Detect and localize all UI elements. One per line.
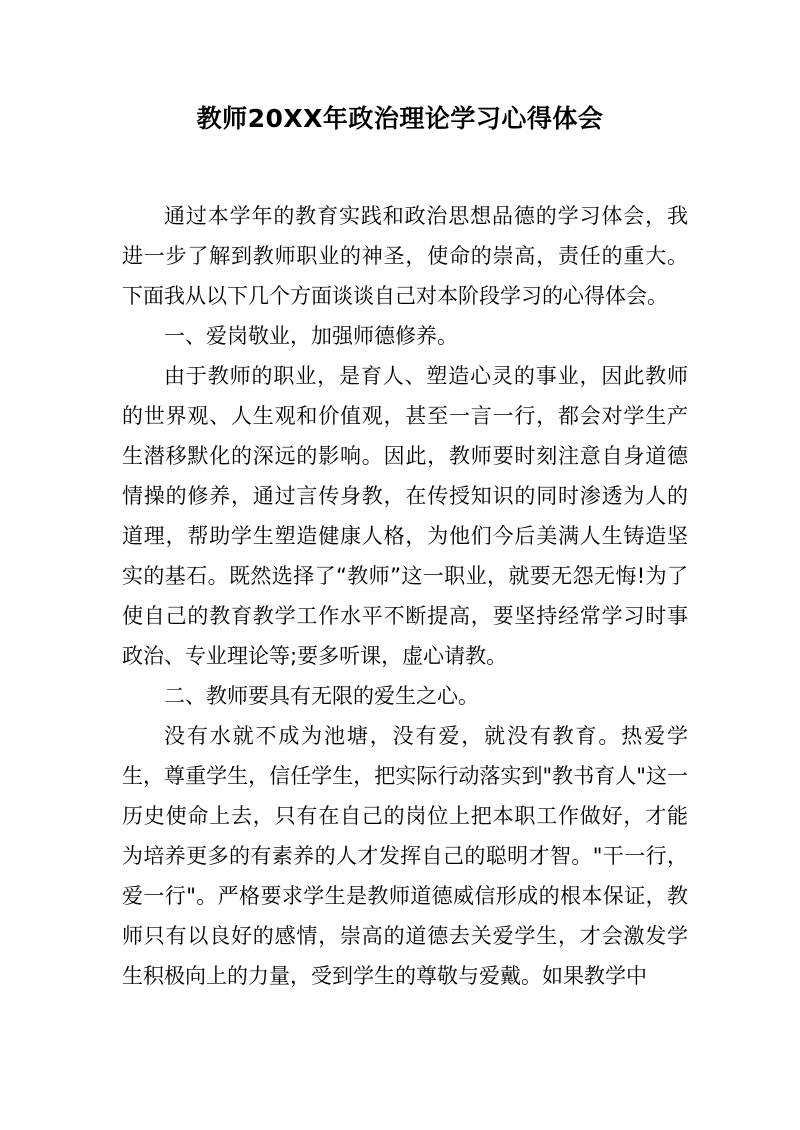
paragraph-section-2: 没有水就不成为池塘，没有爱，就没有教育。热爱学生，尊重学生，信任学生，把实际行动落实到"教书育人"这一历史使命上去，只有在自己的岗位上把本职工作做好，才能为培养更多的有素养的人才发挥自己的聪明才智。"干一行，爱一行"。严格要求学生是教师道德威信形成的根本保证，教师只有以良好的感情，崇高的道德去关爱学生，才会激发学生积极向上的力量，受到学生的尊敬与爱戴。如果教学中 bbox=[122, 724, 688, 988]
document-title: 教师20XX年政治理论学习心得体会 bbox=[196, 104, 604, 133]
paragraph-section-1: 由于教师的职业，是育人、塑造心灵的事业，因此教师的世界观、人生观和价值观，甚至一言一行，都会对学生产生潜移默化的深远的影响。因此，教师要时刻注意自身道德情操的修养，通过言传身教，在传授知识的同时渗透为人的道理，帮助学生塑造健康人格，为他们今后美满人生铸造坚实的基石。既然选择了“教师”这一职业，就要无怨无悔!为了使自己的教育教学工作水平不断提高，要坚持经常学习时事政治、专业理论等;要多听课，虚心请教。 bbox=[122, 364, 688, 668]
paragraph-intro: 通过本学年的教育实践和政治思想品德的学习体会，我进一步了解到教师职业的神圣，使命的崇高，责任的重大。下面我从以下几个方面谈谈自己对本阶段学习的心得体会。 bbox=[122, 204, 688, 308]
section-heading-1: 一、爱岗敬业，加强师德修养。 bbox=[164, 324, 458, 348]
document-body bbox=[122, 196, 688, 996]
section-heading-2: 二、教师要具有无限的爱生之心。 bbox=[164, 684, 479, 708]
